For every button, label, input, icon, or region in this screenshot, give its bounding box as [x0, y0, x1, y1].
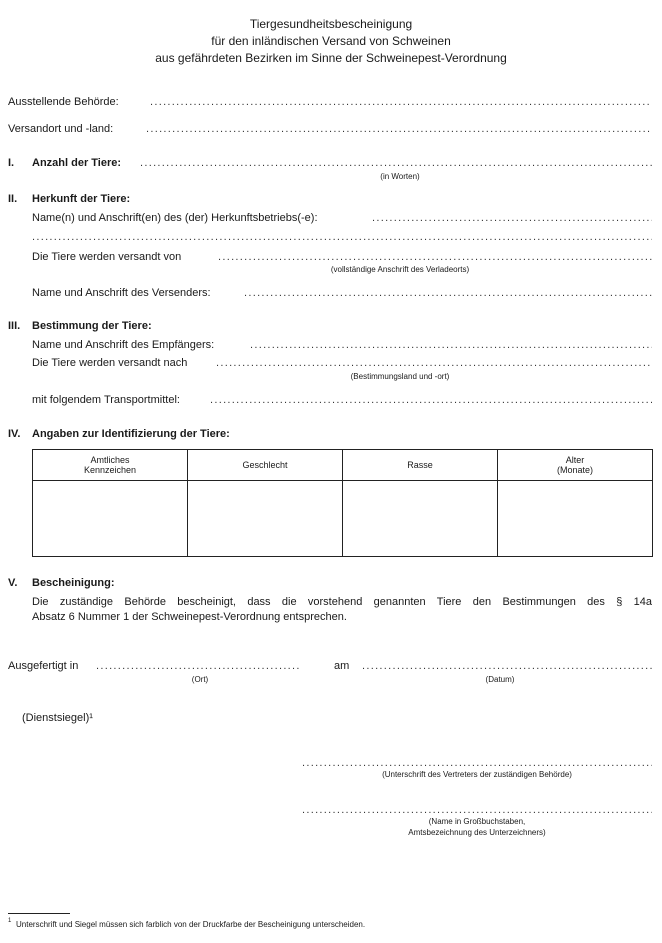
issued-on-label: am	[334, 660, 350, 672]
footnote-divider	[8, 913, 70, 914]
column-header-official-mark	[33, 450, 188, 481]
section-3-heading: Bestimmung der Tiere:	[32, 320, 152, 332]
date-hint: (Datum)	[485, 675, 515, 684]
section-3-number: III.	[8, 320, 21, 332]
signer-name-hint-line-1: (Name in Großbuchstaben,	[428, 817, 526, 826]
signer-name-hint-line-2: Amtsbezeichnung des Unterzeichners)	[408, 828, 546, 837]
holdings-field[interactable]	[372, 212, 652, 225]
recipient-label: Name und Anschrift des Empfängers:	[32, 339, 215, 351]
sex-cell[interactable]	[188, 481, 343, 557]
official-seal-label: (Dienstsiegel)¹	[22, 712, 93, 724]
age-cell[interactable]	[498, 481, 653, 557]
identification-table	[32, 449, 653, 557]
transport-label: mit folgendem Transportmittel:	[32, 394, 180, 406]
table-row	[33, 481, 653, 557]
issued-in-label: Ausgefertigt in	[8, 660, 79, 672]
animal-count-field[interactable]	[140, 157, 652, 170]
recipient-field[interactable]	[250, 339, 652, 352]
sender-label: Name und Anschrift des Versenders:	[32, 287, 211, 299]
section-2-heading: Herkunft der Tiere:	[32, 193, 131, 205]
column-header-breed-label: Rasse	[407, 460, 433, 470]
transport-field[interactable]	[210, 394, 652, 407]
signature-field[interactable]	[302, 757, 652, 770]
animal-count-hint: (in Worten)	[380, 172, 420, 181]
sender-field[interactable]	[244, 287, 652, 300]
signer-name-field[interactable]	[302, 804, 652, 817]
issuing-authority-label: Ausstellende Behörde:	[8, 96, 119, 108]
certification-text-line-1: Die zuständige Behörde bescheinigt, dass die vorstehend genannten Tiere den Bestimmungen des § 14a	[32, 596, 652, 608]
dispatched-to-hint: (Bestimmungsland und -ort)	[350, 372, 450, 381]
column-header-age-line-2: (Monate)	[556, 465, 593, 475]
section-5-number: V.	[8, 577, 18, 589]
certification-text-line-2: Absatz 6 Nummer 1 der Schweinepest-Verordnung entsprechen.	[32, 611, 347, 623]
column-header-official-mark-line-2: Kennzeichen	[83, 465, 137, 475]
holdings-field-line-2[interactable]	[32, 231, 652, 244]
document-title: Tiergesundheitsbescheinigung	[249, 17, 413, 31]
footnote-marker: 1	[8, 918, 12, 924]
column-header-sex-label: Geschlecht	[242, 460, 288, 470]
animal-count-label: Anzahl der Tiere:	[32, 157, 122, 169]
place-hint: (Ort)	[191, 675, 209, 684]
identification-table-header	[33, 450, 653, 481]
dispatched-from-label: Die Tiere werden versandt von	[32, 251, 182, 263]
dispatched-from-hint: (vollständige Anschrift des Verladeorts)	[330, 265, 470, 274]
column-header-official-mark-line-1: Amtliches	[90, 455, 130, 465]
section-4-heading: Angaben zur Identifizierung der Tiere:	[32, 428, 230, 440]
column-header-age	[498, 450, 653, 481]
section-1-number: I.	[8, 157, 15, 169]
dispatched-from-field[interactable]	[218, 251, 652, 264]
section-4-number: IV.	[8, 428, 21, 440]
issued-date-field[interactable]	[362, 660, 652, 673]
issuing-authority-field[interactable]	[150, 96, 652, 109]
document-subtitle-line-1: für den inländischen Versand von Schweinen	[211, 34, 451, 48]
issued-place-field[interactable]	[96, 660, 300, 673]
column-header-breed	[343, 450, 498, 481]
dispatched-to-field[interactable]	[216, 357, 652, 370]
document-subtitle-line-2: aus gefährdeten Bezirken im Sinne der Schweinepest-Verordnung	[155, 51, 507, 65]
column-header-age-line-1: Alter	[565, 455, 585, 465]
column-header-sex	[188, 450, 343, 481]
official-mark-cell[interactable]	[33, 481, 188, 557]
breed-cell[interactable]	[343, 481, 498, 557]
signature-hint: (Unterschrift des Vertreters der zuständigen Behörde)	[382, 770, 572, 779]
dispatch-place-label: Versandort und -land:	[8, 123, 114, 135]
holdings-label: Name(n) und Anschrift(en) des (der) Herkunftsbetriebs(-e):	[32, 212, 318, 224]
section-2-number: II.	[8, 193, 18, 205]
footnote-text: Unterschrift und Siegel müssen sich farblich von der Druckfarbe der Bescheinigung unterscheiden.	[16, 920, 366, 929]
section-5-heading: Bescheinigung:	[32, 577, 115, 589]
dispatch-place-field[interactable]	[146, 123, 652, 136]
dispatched-to-label: Die Tiere werden versandt nach	[32, 357, 188, 369]
